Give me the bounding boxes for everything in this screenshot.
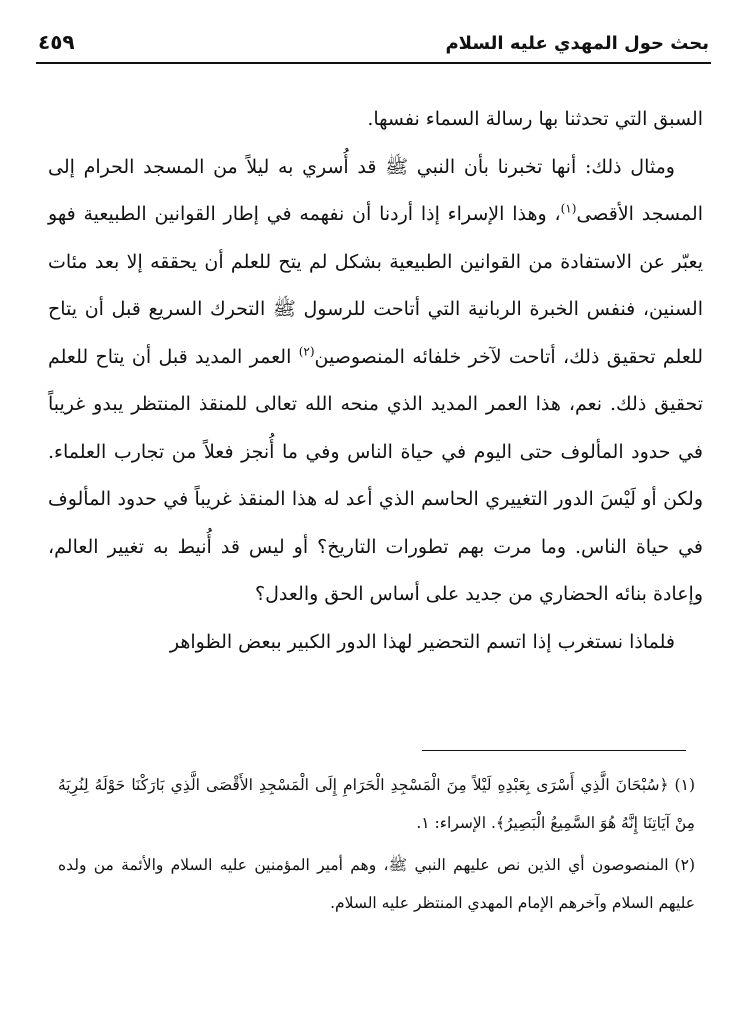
footnote-1 — [58, 766, 695, 842]
footnote-ref-1[interactable]: (١) — [560, 201, 577, 216]
running-title: بحث حول المهدي عليه السلام — [445, 33, 709, 54]
paragraph-3: فلماذا نستغرب إذا اتسم التحضير لهذا الدور الكبير ببعض الظواهر — [169, 630, 675, 653]
footnote-ref-2[interactable]: (٢) — [298, 344, 315, 359]
page-header — [38, 26, 709, 62]
paragraph-2-part-b: ، وهذا الإسراء إذا أردنا أن نفهمه في إطار القوانين الطبيعية فهو يعبّر عن الاستفادة من القوانين الطبيعية بشكل لم يتح للعلم أن يحققه إلا بعد مئات السنين، فنفس الخبرة الربانية التي أتاحت للرسول ﷺ التحرك السريع قبل أن يتاح للعلم تحقيق ذلك، أتاحت لآخر خلفائه المنصوصين — [48, 203, 704, 368]
page-number: ٤٥٩ — [38, 30, 75, 54]
main-text — [48, 96, 703, 666]
header-divider — [36, 62, 711, 64]
footnote-text: ﴿سُبْحَانَ الَّذِي أَسْرَى بِعَبْدِهِ لَيْلاً مِنَ الْمَسْجِدِ الْحَرَامِ إِلَى الْمَسْجِدِ الأَقْصَى الَّذِي بَارَكْنَا حَوْلَهُ لِنُرِيَهُ مِنْ آيَاتِنَا إِنَّهُ هُوَ السَّمِيعُ الْبَصِيرُ﴾. الإسراء: ١. — [58, 776, 695, 832]
paragraph-2 — [48, 144, 703, 619]
footnote-number: (٢) — [674, 856, 695, 874]
footnote-number: (١) — [674, 776, 695, 794]
paragraph-1: السبق التي تحدثنا بها رسالة السماء نفسها. — [367, 108, 703, 130]
paragraph-2-part-a: ومثال ذلك: أنها تخبرنا بأن النبي ﷺ قد أُسري به ليلاً من المسجد الحرام إلى المسجد الأقصى — [48, 155, 703, 225]
footnote-2 — [58, 846, 695, 922]
footnote-text: المنصوصون أي الذين نص عليهم النبي ﷺ، وهم أمير المؤمنين عليه السلام والأئمة من ولده عليهم السلام وآخرهم الإمام المهدي المنتظر عليه السلام. — [58, 856, 695, 912]
paragraph-2-part-c: العمر المديد قبل أن يتاح للعلم تحقيق ذلك. نعم، هذا العمر المديد الذي منحه الله تعالى للمنقذ المنتظر يبدو غريباً في حدود المألوف حتى اليوم في حياة الناس وفي ما أُنجز فعلاً من تجارب العلماء. ولكن أو لَيْسَ الدور التغييري الحاسم الذي أعد له هذا المنقذ غريباً في حدود المألوف في حياة الناس. وما مرت بهم تطورات التاريخ؟ أو ليس قد أُنيط به تغيير العالم، وإعادة بنائه الحضاري من جديد على أساس الحق والعدل؟ — [48, 345, 703, 605]
footnote-divider — [422, 750, 686, 751]
footnotes — [58, 766, 695, 926]
